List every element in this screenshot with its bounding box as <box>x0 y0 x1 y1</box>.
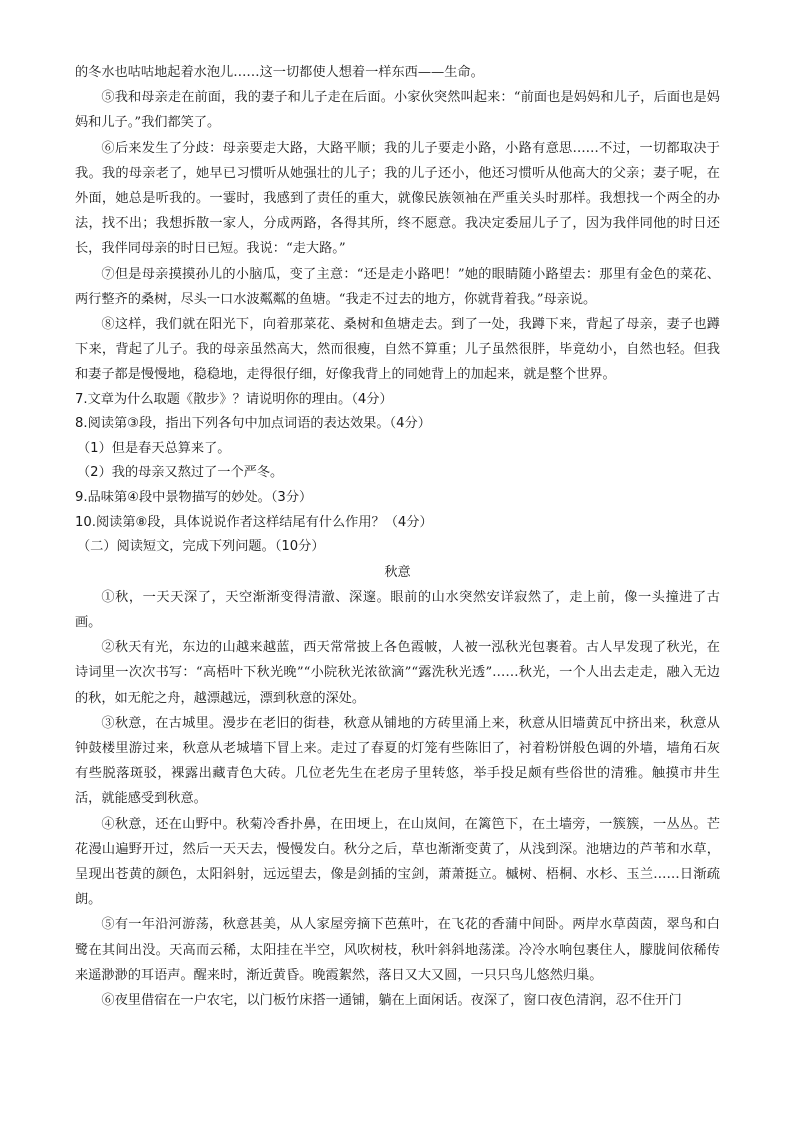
passage-2-paragraph: ②秋天有光，东边的山越来越蓝，西天常常披上各色霞帔，人被一泓秋光包裹着。古人早发现了秋光，在诗词里一次次书写：“高梧叶下秋光晚”“小院秋光浓欲滴”“露洗秋光透”……秋光，一个人出去走走，融入无边的秋，如无舵之舟，越漂越远，漂到秋意的深处。 <box>75 640 720 706</box>
questions-section <box>75 388 720 560</box>
passage-1-paragraph: ⑧这样，我们就在阳光下，向着那菜花、桑树和鱼塘走去。到了一处，我蹲下来，背起了母亲，妻子也蹲下来，背起了儿子。我的母亲虽然高大，然而很瘦，自然不算重；儿子虽然很胖，毕竟幼小，自然也轻。但我和妻子都是慢慢地，稳稳地，走得很仔细，好像我背上的同她背上的加起来，就是整个世界。 <box>75 317 720 383</box>
passage-2 <box>75 560 720 1013</box>
question-9: 9.品味第④段中景物描写的妙处。（3分） <box>75 490 313 506</box>
passage-2-paragraph: ⑥夜里借宿在一户农宅，以门板竹床搭一通铺，躺在上面闲话。夜深了，窗口夜色清润，忍不住开门 <box>101 993 682 1009</box>
document-page <box>75 60 720 1013</box>
passage-1-paragraph: 的冬水也咕咕地起着水泡儿……这一切都使人想着一样东西——生命。 <box>75 65 484 80</box>
passage-1-paragraph: ⑦但是母亲摸摸孙儿的小脑瓜，变了主意：“还是走小路吧！”她的眼睛随小路望去：那里有金色的菜花、两行整齐的桑树，尽头一口水波粼粼的鱼塘。“我走不过去的地方，你就背着我。”母亲说。 <box>75 266 720 307</box>
passage-2-paragraph: ③秋意，在古城里。漫步在老旧的街巷，秋意从铺地的方砖里涌上来，秋意从旧墙黄瓦中挤出来，秋意从钟鼓楼里游过来，秋意从老城墙下冒上来。走过了春夏的灯笼有些陈旧了，衬着粉饼般色调的外墙，墙角石灰有些脱落斑驳，裸露出藏青色大砖。几位老先生在老房子里转悠，举手投足颇有些俗世的清雅。触摸市井生活，就能感受到秋意。 <box>75 715 720 807</box>
question-8-item-2: （2）我的母亲又熬过了一个严冬。 <box>77 465 284 481</box>
passage-1-paragraph: ⑤我和母亲走在前面，我的妻子和儿子走在后面。小家伙突然叫起来：“前面也是妈妈和儿子，后面也是妈妈和儿子。”我们都笑了。 <box>75 90 720 131</box>
passage-2-title: 秋意 <box>384 564 411 580</box>
passage-2-paragraph: ①秋，一天天深了，天空渐渐变得清澈、深邃。眼前的山水突然安详寂然了，走上前，像一头撞进了古画。 <box>75 589 720 630</box>
passage-1 <box>75 60 720 388</box>
passage-1-paragraph: ⑥后来发生了分歧：母亲要走大路，大路平顺；我的儿子要走小路，小路有意思……不过，一切都取决于我。我的母亲老了，她早已习惯听从她强壮的儿子；我的儿子还小，他还习惯听从他高大的父亲；妻子呢，在外面，她总是听我的。一霎时，我感到了责任的重大，就像民族领袖在严重关头时那样。我想找一个两全的办法，找不出；我想拆散一家人，分成两路，各得其所，终不愿意。我决定委屈儿子了，因为我伴同他的时日还长，我伴同母亲的时日已短。我说：“走大路。” <box>75 140 720 257</box>
section-2-heading: （二）阅读短文，完成下列问题。（10分） <box>77 539 325 555</box>
question-7: 7.文章为什么取题《散步》？请说明你的理由。（4分） <box>75 391 393 407</box>
passage-2-paragraph: ⑤有一年沿河游荡，秋意甚美，从人家屋旁摘下芭蕉叶，在飞花的香蒲中间卧。两岸水草茵茵，翠鸟和白鹭在其间出没。天高而云稀，太阳挂在半空，风吹树枝，秋叶斜斜地荡漾。冷冷水响包裹住人，朦胧间依稀传来遥渺渺的耳语声。醒来时，渐近黄昏。晚霞絮然，落日又大又圆，一只只鸟儿悠然归巢。 <box>75 917 720 983</box>
question-8-item-1: （1）但是春天总算来了。 <box>77 440 231 456</box>
passage-2-paragraph: ④秋意，还在山野中。秋菊冷香扑鼻，在田埂上，在山岚间，在篱笆下，在土墙旁，一簇簇，一丛丛。芒花漫山遍野开过，然后一天天去，慢慢发白。秋分之后，草也渐渐变黄了，从浅到深。池塘边的芦苇和水草，呈现出苍黄的颜色，太阳斜射，远远望去，像是剑插的宝剑，萧萧挺立。槭树、梧桐、水杉、玉兰……日渐疏朗。 <box>75 816 720 908</box>
question-10: 10.阅读第⑧段，具体说说作者这样结尾有什么作用？（4分） <box>75 514 433 530</box>
question-8: 8.阅读第③段，指出下列各句中加点词语的表达效果。（4分） <box>75 416 431 432</box>
